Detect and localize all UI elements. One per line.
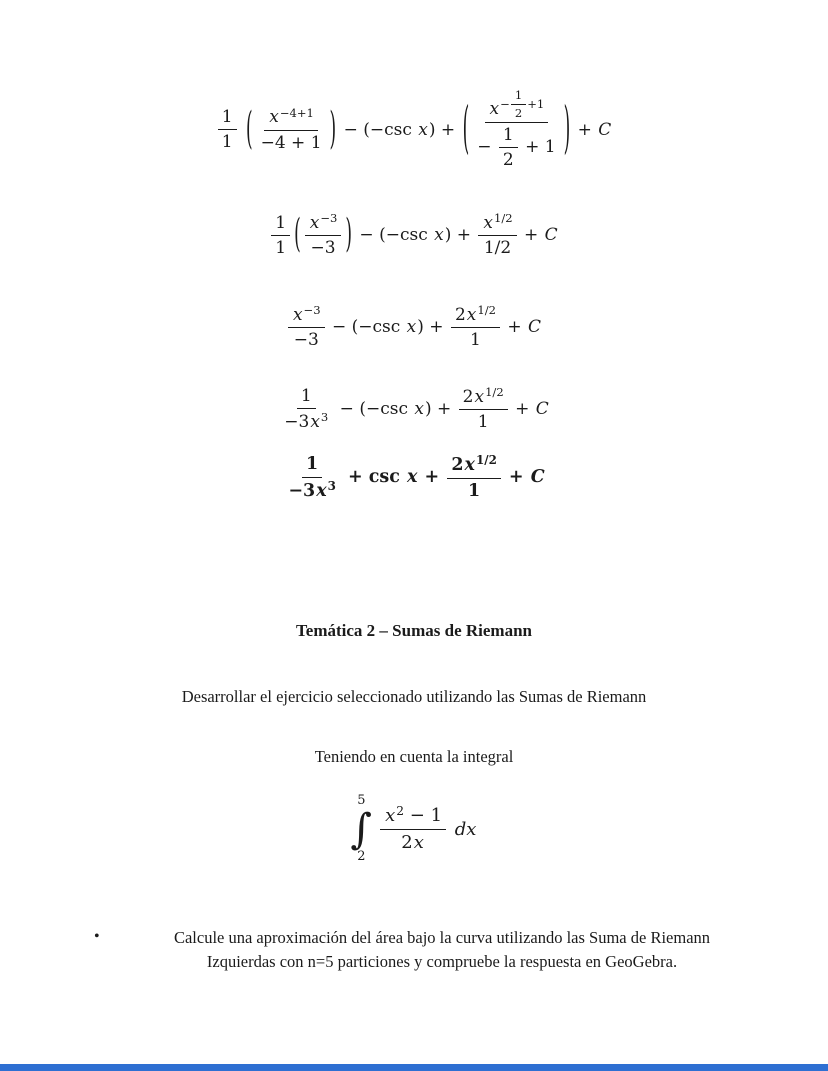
- equation-step-2: 1 1 ( x −3 −3 ) − (−csc x ) + x 1/2 1/2 + C: [269, 211, 558, 259]
- instruction-paragraph: Desarrollar el ejercicio seleccionado utilizando las Sumas de Riemann: [181, 686, 647, 706]
- bottom-accent-bar: [0, 1064, 828, 1071]
- equation-step-4: 1 −3x 3 − (−csc x ) + 2x 1/2 1 + C: [284, 385, 549, 433]
- equation-final-answer: 1 −3x 3 + csc x + 2x 1/2 1 + C: [288, 453, 545, 501]
- integral-intro-paragraph: Teniendo en cuenta la integral: [314, 746, 514, 766]
- bullet-marker: •: [94, 927, 100, 945]
- equation-step-3: x −3 −3 − (−csc x ) + 2x 1/2 1 + C: [286, 303, 542, 351]
- equation-step-1: 1 1 ( x −4+1 −4 + 1 ) − (−csc x ) + ( x − $\frac{1}{2}$ +1 − $\frac{1}{2}$ + 1 ) + C: [216, 88, 613, 171]
- bullet-item: [94, 926, 734, 974]
- section-heading: Temática 2 – Sumas de Riemann: [296, 620, 532, 640]
- bullet-text: Calcule una aproximación del área bajo la curva utilizando las Suma de Riemann Izquierdas con n=5 particiones y compruebe la respuesta en GeoGebra.: [173, 927, 711, 971]
- integral-display: 5 ∫ 2 x 2 − 1 2x dx: [350, 792, 477, 864]
